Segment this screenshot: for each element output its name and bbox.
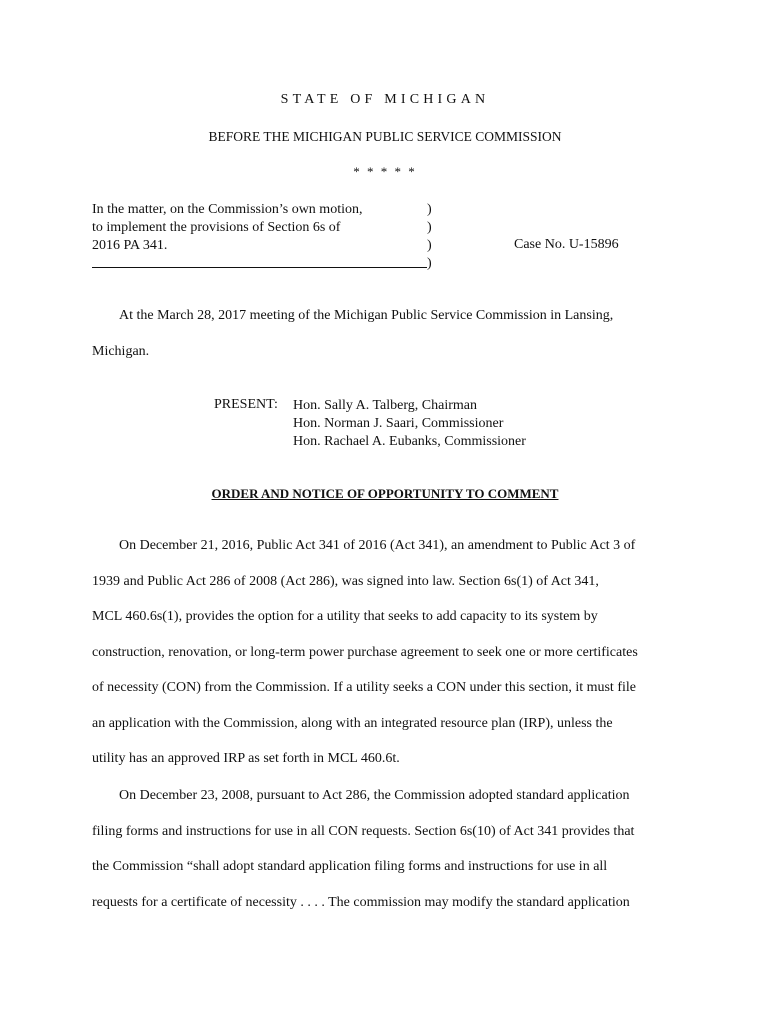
body-line: the Commission “shall adopt standard application filing forms and instructions for use in all — [92, 859, 608, 874]
body-line: filing forms and instructions for use in all CON requests. Section 6s(10) of Act 341 provides that — [92, 823, 635, 839]
commissioner-list — [293, 397, 526, 451]
commission-title: BEFORE THE MICHIGAN PUBLIC SERVICE COMMISSION — [208, 129, 562, 144]
matter-description — [92, 201, 422, 255]
paren: ) — [427, 256, 432, 271]
matter-line: 2016 PA 341. — [92, 238, 168, 253]
caption-rule — [92, 267, 427, 268]
body-line: On December 23, 2008, pursuant to Act 286, the Commission adopted standard application — [119, 788, 630, 803]
state-title: STATE OF MICHIGAN — [280, 92, 490, 107]
body-line: construction, renovation, or long-term power purchase agreement to seek one or more certificates — [92, 644, 638, 660]
body-line: 1939 and Public Act 286 of 2008 (Act 286), was signed into law. Section 6s(1) of Act 341, — [92, 573, 599, 589]
intro-line: At the March 28, 2017 meeting of the Michigan Public Service Commission in Lansing, — [119, 308, 614, 323]
separator-stars: * * * * * — [353, 164, 417, 179]
commissioner-name: Hon. Sally A. Talberg, Chairman — [293, 398, 477, 413]
body-line: requests for a certificate of necessity . . . . The commission may modify the standard application — [92, 894, 630, 910]
intro-line: Michigan. — [92, 344, 150, 359]
order-heading: ORDER AND NOTICE OF OPPORTUNITY TO COMMENT — [211, 486, 559, 501]
commissioner-name: Hon. Rachael A. Eubanks, Commissioner — [293, 434, 526, 449]
paren: ) — [427, 220, 432, 235]
matter-line: In the matter, on the Commission’s own motion, — [92, 202, 363, 217]
body-line: On December 21, 2016, Public Act 341 of 2016 (Act 341), an amendment to Public Act 3 of — [119, 538, 636, 553]
body-line: an application with the Commission, along with an integrated resource plan (IRP), unless the — [92, 715, 613, 731]
matter-line: to implement the provisions of Section 6s of — [92, 220, 341, 235]
body-line: MCL 460.6s(1), provides the option for a utility that seeks to add capacity to its system by — [92, 609, 598, 624]
case-number: Case No. U-15896 — [514, 237, 619, 252]
commissioner-name: Hon. Norman J. Saari, Commissioner — [293, 416, 504, 431]
paren: ) — [427, 202, 432, 217]
body-line: utility has an approved IRP as set forth in MCL 460.6t. — [92, 751, 400, 766]
case-caption — [92, 201, 652, 281]
body-line: of necessity (CON) from the Commission. If a utility seeks a CON under this section, it must file — [92, 680, 636, 695]
present-label: PRESENT: — [214, 397, 278, 412]
paren: ) — [427, 238, 432, 253]
caption-parentheses — [427, 201, 432, 273]
